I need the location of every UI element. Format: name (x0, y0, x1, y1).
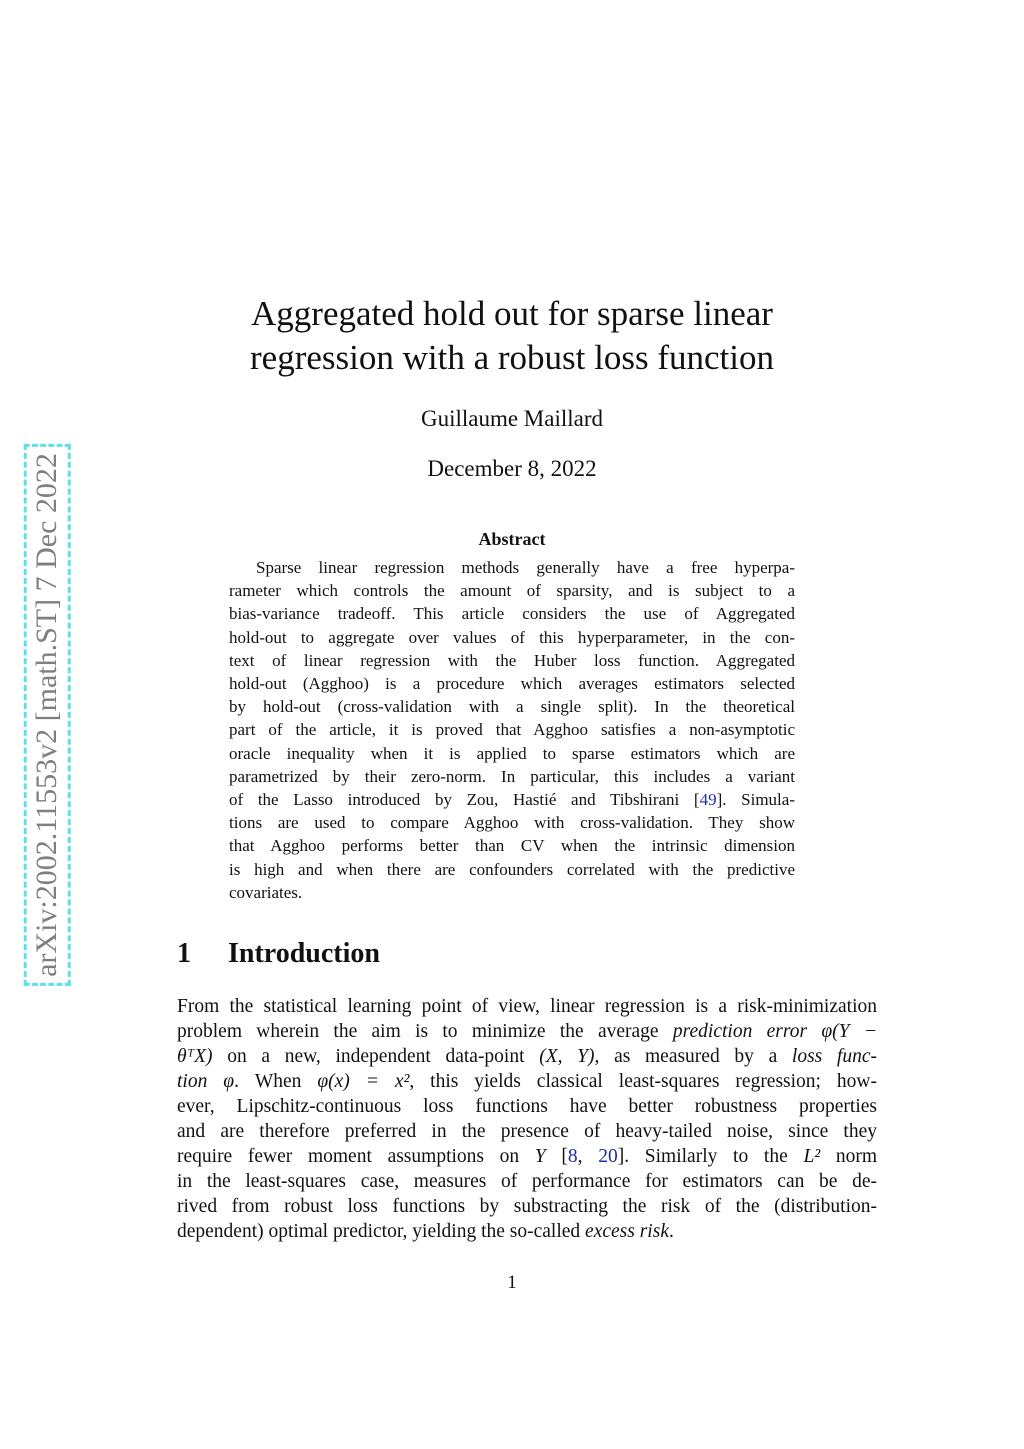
body-line: and are therefore preferred in the presence of heavy-tailed noise, since they (177, 1121, 877, 1142)
introduction-paragraph (177, 994, 877, 1244)
abstract-line: bias-variance tradeoff. This article considers the use of Aggregated (229, 604, 795, 624)
emphasis-text: tion φ (177, 1071, 235, 1092)
body-text: require fewer moment assumptions on (177, 1146, 535, 1167)
abstract-text: of the Lasso introduced by Zou, Hastié and Tibshirani [ (229, 790, 700, 810)
math-expression: φ(x) = x² (317, 1071, 410, 1092)
body-text: , (577, 1146, 599, 1167)
publication-date: December 8, 2022 (427, 456, 597, 481)
abstract-line: rameter which controls the amount of sparsity, and is subject to a (229, 581, 795, 601)
abstract-line: parametrized by their zero-norm. In particular, this includes a variant (229, 766, 795, 786)
body-line: rived from robust loss functions by substracting the risk of the (distribution- (177, 1196, 877, 1217)
body-line (177, 1069, 877, 1094)
body-text: problem wherein the aim is to minimize the average (177, 1021, 673, 1042)
body-line (177, 1019, 877, 1044)
abstract-body (229, 556, 795, 904)
math-expression: Y (534, 1146, 546, 1167)
abstract-line: hold-out to aggregate over values of this hyperparameter, in the con- (229, 627, 795, 647)
body-line: in the least-squares case, measures of performance for estimators can be de- (177, 1171, 877, 1192)
section-title: Introduction (228, 938, 380, 969)
abstract-line: text of linear regression with the Huber loss function. Aggregated (229, 650, 795, 670)
body-line (177, 1044, 877, 1069)
abstract-line: by hold-out (cross-validation with a single split). In the theoretical (229, 697, 795, 717)
title-line: Aggregated hold out for sparse linear (251, 294, 773, 333)
title-line: regression with a robust loss function (250, 338, 774, 377)
body-text: norm (820, 1146, 877, 1167)
math-expression: L² (803, 1146, 821, 1167)
abstract-line (229, 788, 795, 811)
abstract-text: ]. Simula- (716, 790, 795, 810)
abstract-line: is high and when there are confounders correlated with the predictive (229, 859, 795, 879)
body-text: on a new, independent data-point (212, 1046, 540, 1067)
body-text: [ (545, 1146, 568, 1167)
body-line: ever, Lipschitz-continuous loss functions have better robustness properties (177, 1096, 877, 1117)
math-expression: θᵀX) (177, 1046, 213, 1067)
abstract-heading: Abstract (478, 529, 546, 549)
body-line (177, 1144, 877, 1169)
arxiv-stamp[interactable]: arXiv:2002.11553v2 [math.ST] 7 Dec 2022 (24, 444, 71, 986)
emphasis-text: loss func- (791, 1046, 877, 1067)
math-expression: φ(Y − (807, 1021, 877, 1042)
abstract-line: covariates. (229, 882, 303, 902)
citation-link-20[interactable]: 20 (598, 1146, 618, 1167)
citation-link-49[interactable]: 49 (699, 790, 717, 810)
abstract-line: tions are used to compare Agghoo with cross-validation. They show (229, 813, 795, 833)
body-text: , as measured by a (594, 1046, 792, 1067)
body-text: , this yields classical least-squares regression; how- (409, 1071, 877, 1092)
emphasis-text: prediction error (672, 1021, 808, 1042)
paper-title (0, 292, 1024, 380)
abstract-line: part of the article, it is proved that Agghoo satisfies a non-asymptotic (229, 720, 795, 740)
section-heading (177, 938, 380, 970)
abstract-line: hold-out (Agghoo) is a procedure which averages estimators selected (229, 674, 795, 694)
body-text: . When (234, 1071, 318, 1092)
abstract-line: oracle inequality when it is applied to sparse estimators which are (229, 743, 795, 763)
citation-link-8[interactable]: 8 (567, 1146, 578, 1167)
math-expression: (X, Y) (539, 1046, 595, 1067)
author-name: Guillaume Maillard (420, 406, 604, 431)
section-number: 1 (177, 938, 191, 969)
emphasis-text: excess risk (585, 1221, 669, 1242)
abstract-line: Sparse linear regression methods generally have a free hyperpa- (256, 558, 795, 577)
page-number: 1 (507, 1272, 517, 1293)
body-line: From the statistical learning point of view, linear regression is a risk-minimization (177, 996, 877, 1017)
body-text: ]. Similarly to the (617, 1146, 804, 1167)
abstract-line: that Agghoo performs better than CV when the intrinsic dimension (229, 836, 795, 856)
body-text: dependent) optimal predictor, yielding the so-called (177, 1221, 586, 1242)
body-line (177, 1219, 877, 1244)
body-text: . (668, 1221, 674, 1242)
